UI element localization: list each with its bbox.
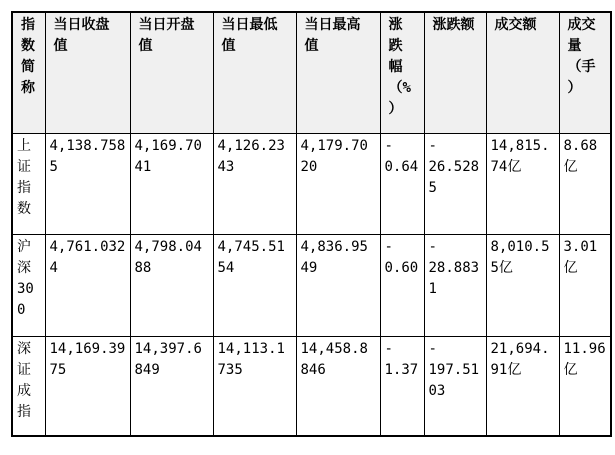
cell-open: 4,798.0488	[130, 234, 213, 336]
cell-close: 14,169.3975	[45, 336, 130, 436]
table-row-shanghai-composite	[12, 133, 611, 234]
table-row-shenzhen-component	[12, 336, 611, 436]
col-header-low: 当日最低值	[213, 12, 296, 133]
cell-volume: 11.96亿	[559, 336, 611, 436]
col-header-index-name: 指数简称	[12, 12, 45, 133]
cell-volume: 8.68亿	[559, 133, 611, 234]
col-header-turnover: 成交额	[486, 12, 559, 133]
cell-turnover: 14,815.74亿	[486, 133, 559, 234]
cell-close: 4,761.0324	[45, 234, 130, 336]
cell-high: 4,836.9549	[296, 234, 380, 336]
header-row	[12, 12, 611, 133]
cell-index-name: 上证指数	[12, 133, 45, 234]
cell-index-name: 沪深300	[12, 234, 45, 336]
cell-change-pct: -0.60	[380, 234, 424, 336]
col-header-change-pct: 涨跌幅（%）	[380, 12, 424, 133]
cell-change-pct: -1.37	[380, 336, 424, 436]
cell-change-pct: -0.64	[380, 133, 424, 234]
cell-low: 4,126.2343	[213, 133, 296, 234]
cell-change-amt: -28.8831	[424, 234, 486, 336]
col-header-open: 当日开盘值	[130, 12, 213, 133]
cell-index-name: 深证成指	[12, 336, 45, 436]
cell-low: 14,113.1735	[213, 336, 296, 436]
table-header	[12, 12, 611, 133]
col-header-volume: 成交量（手）	[559, 12, 611, 133]
cell-turnover: 21,694.91亿	[486, 336, 559, 436]
col-header-close: 当日收盘值	[45, 12, 130, 133]
col-header-high: 当日最高值	[296, 12, 380, 133]
table-body	[12, 133, 611, 436]
table-row-csi-300	[12, 234, 611, 336]
cell-change-amt: -197.5103	[424, 336, 486, 436]
cell-turnover: 8,010.55亿	[486, 234, 559, 336]
index-quotes-table	[11, 11, 612, 437]
cell-high: 4,179.7020	[296, 133, 380, 234]
cell-change-amt: -26.5285	[424, 133, 486, 234]
cell-open: 4,169.7041	[130, 133, 213, 234]
cell-close: 4,138.7585	[45, 133, 130, 234]
cell-high: 14,458.8846	[296, 336, 380, 436]
cell-low: 4,745.5154	[213, 234, 296, 336]
cell-open: 14,397.6849	[130, 336, 213, 436]
cell-volume: 3.01亿	[559, 234, 611, 336]
col-header-change-amt: 涨跌额	[424, 12, 486, 133]
